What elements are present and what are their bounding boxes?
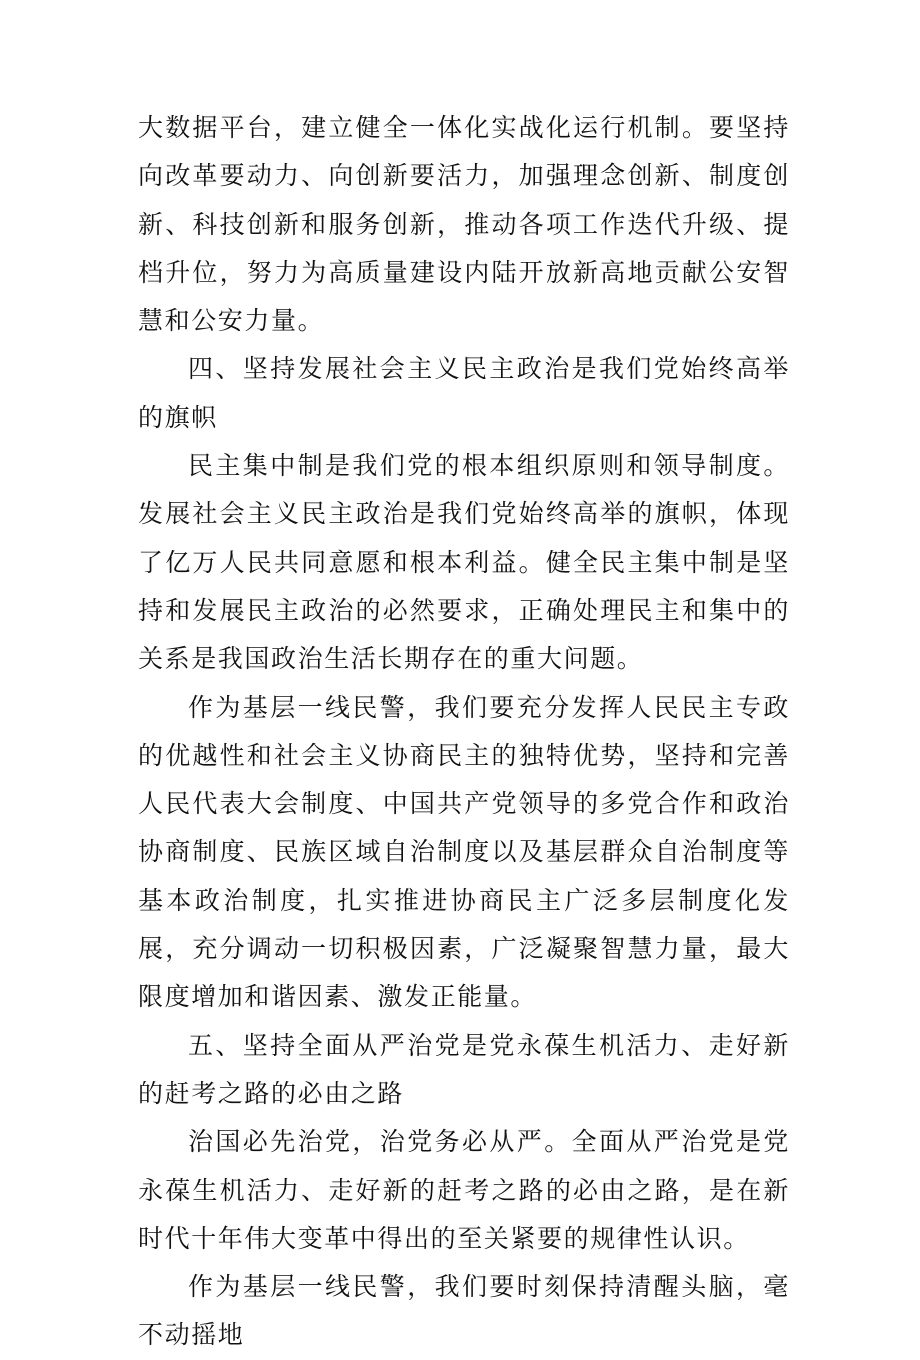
- paragraph: 作为基层一线民警，我们要充分发挥人民民主专政的优越性和社会主义协商民主的独特优势，坚持和完善人民代表大会制度、中国共产党领导的多党合作和政治协商制度、民族区域自治制度以及基层群众自治制度等基本政治制度，扎实推进协商民主广泛多层制度化发展，充分调动一切积极因素，广泛凝聚智慧力量，最大限度增加和谐因素、激发正能量。: [138, 692, 790, 1012]
- paragraph: 治国必先治党，治党务必从严。全面从严治党是党永葆生机活力、走好新的赶考之路的必由之路，是在新时代十年伟大变革中得出的至关紧要的规律性认识。: [138, 1127, 790, 1253]
- section-heading-five: 五、坚持全面从严治党是党永葆生机活力、走好新的赶考之路的必由之路: [138, 1030, 790, 1108]
- paragraph: 民主集中制是我们党的根本组织原则和领导制度。发展社会主义民主政治是我们党始终高举的旗帜，体现了亿万人民共同意愿和根本利益。健全民主集中制是坚持和发展民主政治的必然要求，正确处理民主和集中的关系是我国政治生活长期存在的重大问题。: [138, 451, 790, 674]
- document-body: [138, 104, 790, 1360]
- paragraph-continued: 大数据平台，建立健全一体化实战化运行机制。要坚持向改革要动力、向创新要活力，加强理念创新、制度创新、科技创新和服务创新，推动各项工作迭代升级、提档升位，努力为高质量建设内陆开放新高地贡献公安智慧和公安力量。: [138, 113, 790, 336]
- section-heading-four: 四、坚持发展社会主义民主政治是我们党始终高举的旗帜: [138, 354, 790, 432]
- paragraph: 作为基层一线民警，我们要时刻保持清醒头脑，毫不动摇地: [138, 1272, 790, 1350]
